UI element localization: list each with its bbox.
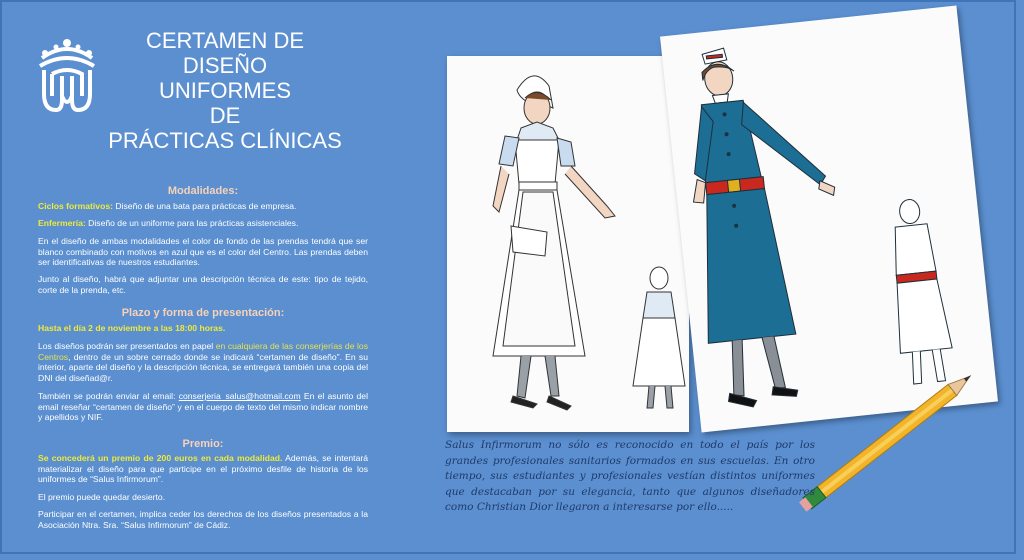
- enfermeria-text: Diseño de un uniforme para las prácticas asistenciales.: [85, 218, 299, 228]
- email-text-b: En el asunto del email reseñar “certamen de diseño” y en el cuerpo de texto del mismo indicar nombre y apellidos y NIF.: [38, 391, 368, 423]
- enfermeria-label: Enfermería:: [38, 218, 86, 228]
- tech-description-paragraph: Junto al diseño, habrá que adjuntar una descripción técnica de este: tipo de tejido, corte de la prenda, etc.: [38, 274, 368, 295]
- email-paragraph: [38, 391, 368, 423]
- rights-text: Participar en el certamen, implica ceder los derechos de los diseños presentados a la Asociación Ntra. Sra. “Salus Infirmorum” de Cádiz.: [38, 509, 368, 530]
- prize-text: Además, se intentará materializar el diseño para que participe en el próximo desfile de historia de los uniformes de “Salus Infirmorum”.: [38, 453, 368, 485]
- submission-text-a: Los diseños podrán ser presentados en papel: [38, 341, 216, 351]
- modalidades-heading: Modalidades:: [167, 185, 239, 197]
- title-line: PRÁCTICAS CLÍNICAS: [108, 128, 342, 153]
- email-link[interactable]: conserjeria_salus@hotmail.com: [178, 391, 301, 401]
- ciclos-text: Diseño de una bata para prácticas de empresa.: [112, 201, 297, 211]
- poster-title: [95, 28, 355, 153]
- illustration-card-apron: [447, 56, 689, 432]
- prize-void-text: El premio puede quedar desierto.: [38, 492, 166, 502]
- color-paragraph: En el diseño de ambas modalidades el color de fondo de las prendas tendrá que ser blanco combinado con motivos en azul que es el color del Centro. Las prendas deben ser identificativas de nuestros estudiantes.: [38, 236, 368, 268]
- prize-paragraph: [38, 453, 368, 485]
- nurse-apron-illustration: [447, 56, 689, 432]
- ciclos-paragraph: [38, 201, 368, 212]
- enfermeria-paragraph: [38, 218, 368, 229]
- submission-text-highlight: en cualquiera de las conserjerías de los Centros: [38, 341, 368, 362]
- deadline-text: Hasta el día 2 de noviembre a las 18:00 horas.: [38, 323, 226, 333]
- crown-logo-icon: [32, 36, 102, 116]
- title-line: DISEÑO: [182, 53, 268, 78]
- title-line: DE: [209, 103, 241, 128]
- email-text-a: También se podrán enviar al email:: [38, 391, 179, 401]
- title-line: CERTAMEN DE: [145, 28, 305, 53]
- history-caption: Salus Infirmorum no sólo es reconocido en todo el país por los grandes profesionales sanitarios formados en sus escuelas. En otro tiempo, sus estudiantes y profesionales vestían distintos uniformes que destacaban por su elegancia, tanto que algunos diseñadores como Christian Dior llegaron a interesarse por ello.....: [445, 439, 815, 513]
- premio-heading: Premio:: [182, 438, 224, 450]
- title-line: UNIFORMES: [159, 78, 291, 103]
- ciclos-label: Ciclos formativos:: [38, 201, 113, 211]
- plazo-heading: Plazo y forma de presentación:: [121, 307, 285, 319]
- submission-text-c: , dentro de un sobre cerrado donde se indicará “certamen de diseño”. En su interior, aparte del diseño y la descripción técnica, se entregará también una copia del DNI del diseñad@r.: [38, 351, 368, 383]
- submission-paragraph: [38, 341, 368, 383]
- prize-amount: Se concederá un premio de 200 euros en cada modalidad.: [38, 453, 283, 463]
